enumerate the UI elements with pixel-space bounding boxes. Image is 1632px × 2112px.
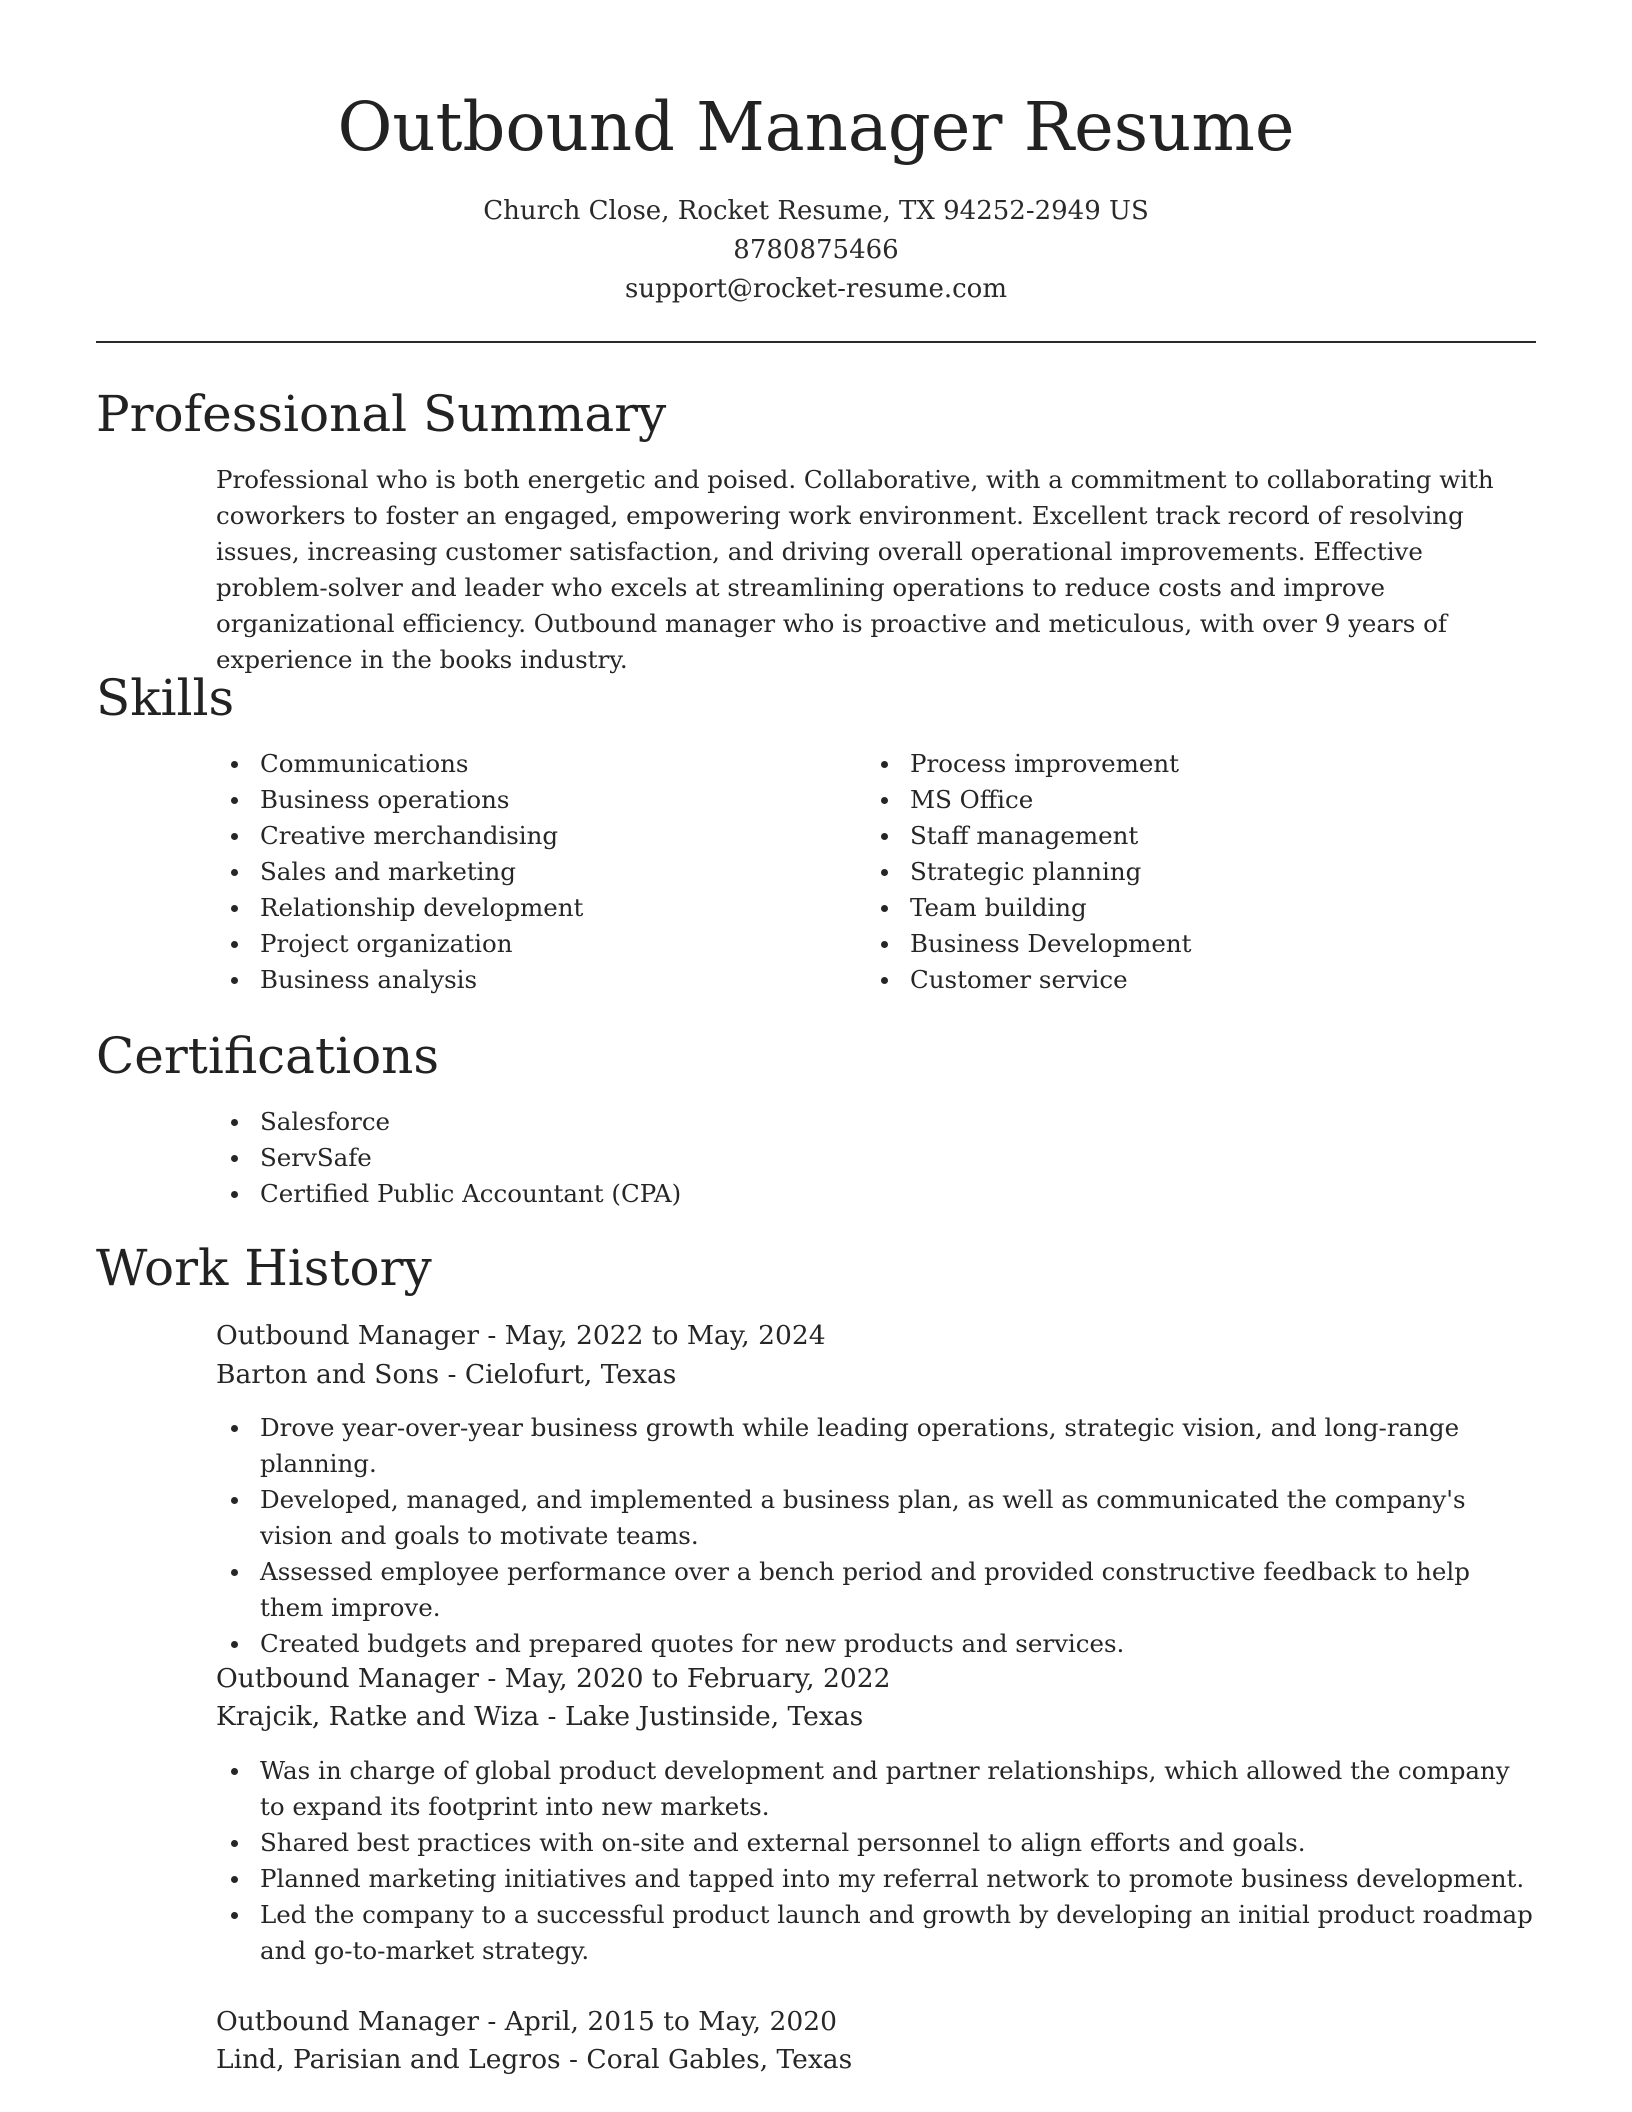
job-title: Outbound Manager - April, 2015 to May, 2020 [216,2006,837,2037]
job-company: Krajcik, Ratke and Wiza - Lake Justinside, Texas [216,1701,864,1732]
job-bullet: Was in charge of global product development and partner relationships, which allowed the company to expand its footprint into new markets. [216,1753,1536,1825]
skills-list-left [216,746,866,998]
certifications-list [216,1104,1536,1212]
job-bullet: Developed, managed, and implemented a business plan, as well as communicated the company's vision and goals to motivate teams. [216,1482,1536,1554]
skill-item: Process improvement [866,746,1536,782]
job-bullets [216,1753,1536,1969]
job-bullet: Assessed employee performance over a bench period and provided constructive feedback to help them improve. [216,1554,1536,1626]
job-bullet: Shared best practices with on-site and external personnel to align efforts and goals. [216,1825,1536,1861]
job-bullet: Created budgets and prepared quotes for new products and services. [216,1626,1536,1662]
skill-item: Project organization [216,926,866,962]
contact-email: support@rocket-resume.com [624,274,1007,304]
contact-block [96,192,1536,309]
skill-item: Business operations [216,782,866,818]
job-title: Outbound Manager - May, 2022 to May, 2024 [216,1320,826,1351]
skill-item: Business Development [866,926,1536,962]
certifications-heading: Certifications [96,1027,440,1085]
contact-address: Church Close, Rocket Resume, TX 94252-2949 US [483,196,1149,226]
job-company: Lind, Parisian and Legros - Coral Gables, Texas [216,2044,853,2075]
certification-item: Salesforce [216,1104,1536,1140]
skills-heading: Skills [96,669,235,727]
contact-phone: 8780875466 [733,235,899,265]
skill-item: Staff management [866,818,1536,854]
skills-list-right [866,746,1536,998]
skill-item: Sales and marketing [216,854,866,890]
job-bullet: Led the company to a successful product launch and growth by developing an initial product roadmap and go-to-market strategy. [216,1897,1536,1969]
job-bullet: Planned marketing initiatives and tapped into my referral network to promote business development. [216,1861,1536,1897]
skill-item: Relationship development [216,890,866,926]
skill-item: Strategic planning [866,854,1536,890]
summary-text: Professional who is both energetic and poised. Collaborative, with a commitment to collaborating with coworkers to foster an engaged, empowering work environment. Excellent track record of resolving issues, increasing customer satisfaction, and driving overall operational improvements. Effective problem-solver and leader who excels at streamlining operations to reduce costs and improve organizational efficiency. Outbound manager who is proactive and meticulous, with over 9 years of experience in the books industry. [216,465,1494,674]
resume-title: Outbound Manager Resume [337,88,1295,166]
certification-item: Certified Public Accountant (CPA) [216,1176,1536,1212]
skill-item: Creative merchandising [216,818,866,854]
job-bullets [216,1410,1536,1662]
skill-item: MS Office [866,782,1536,818]
work-history-heading: Work History [96,1239,432,1297]
job-title: Outbound Manager - May, 2020 to February, 2022 [216,1663,891,1694]
skill-item: Team building [866,890,1536,926]
header-divider [96,341,1536,343]
job-bullet: Drove year-over-year business growth while leading operations, strategic vision, and long-range planning. [216,1410,1536,1482]
skill-item: Customer service [866,962,1536,998]
certification-item: ServSafe [216,1140,1536,1176]
job-company: Barton and Sons - Cielofurt, Texas [216,1359,677,1390]
skill-item: Communications [216,746,866,782]
summary-heading: Professional Summary [96,385,667,443]
skill-item: Business analysis [216,962,866,998]
